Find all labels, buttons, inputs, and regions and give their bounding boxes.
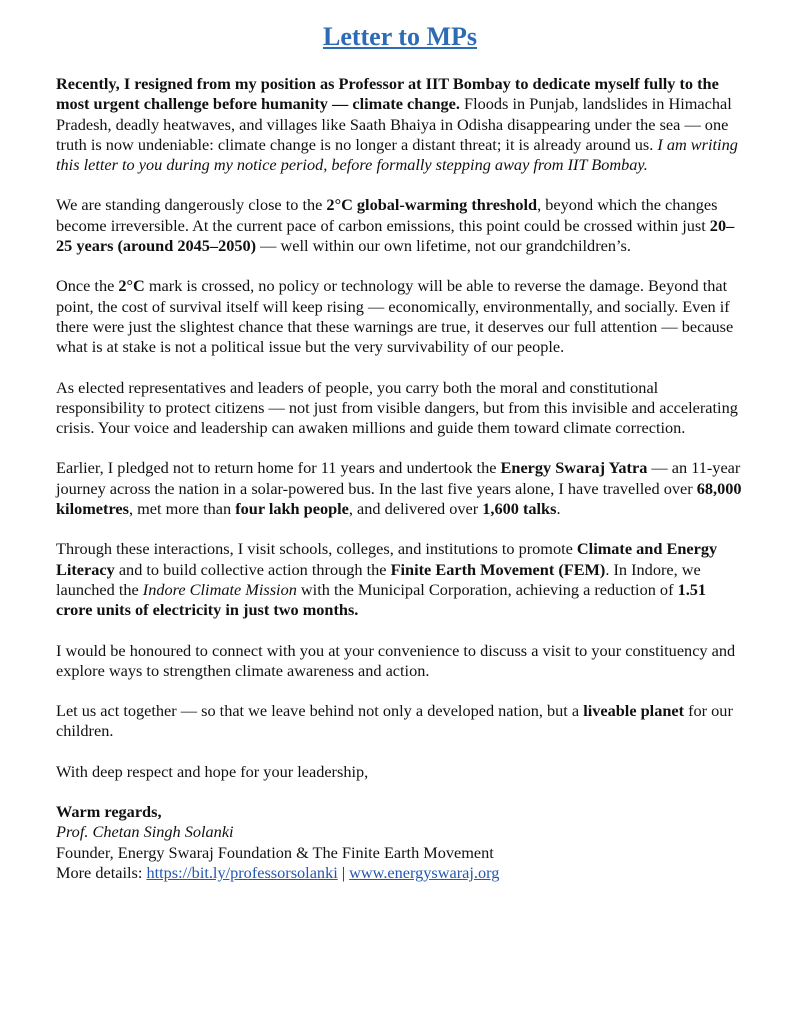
- act-text-1: Let us act together — so that we leave behind not only a developed nation, but a: [56, 701, 584, 721]
- intro-italic: I am writing this letter to you during my notice period, before formally stepping away from IIT Bombay.: [56, 134, 738, 175]
- intro-text: Floods in Punjab, landslides in Himachal Pradesh, deadly heatwaves, and villages like Saath Bhaiya in Odisha disappearing under the sea — one truth is now undeniable: climate change is no longer a distant threat; it is already around us.: [56, 94, 732, 154]
- signature-regards: Warm regards,: [56, 802, 162, 822]
- threshold-text-3: — well within our own lifetime, not our grandchildren’s.: [256, 236, 631, 256]
- link-energy-swaraj[interactable]: www.energyswaraj.org: [349, 862, 500, 882]
- details-label: More details:: [56, 862, 147, 882]
- act-bold-1: liveable planet: [583, 701, 685, 721]
- threshold-bold-1: 2°C global-warming threshold: [326, 195, 538, 215]
- paragraph-responsibility: As elected representatives and leaders of people, you carry both the moral and constitutional responsibility to protect citizens — not just from visible dangers, but from this invisible and accelerating crisis. Your voice and leadership can awaken millions and guide them toward climate correction.: [56, 377, 738, 438]
- yatra-bold-1: Energy Swaraj Yatra: [500, 458, 648, 478]
- signature-name: Prof. Chetan Singh Solanki: [56, 822, 234, 842]
- yatra-bold-3: four lakh people: [235, 499, 349, 519]
- intro-bold: Recently, I resigned from my position as Professor at IIT Bombay to dedicate myself fully to the most urgent challenge before humanity — climate change.: [56, 74, 719, 114]
- signature-role: Founder, Energy Swaraj Foundation & The Finite Earth Movement: [56, 842, 494, 862]
- yatra-bold-4: 1,600 talks: [482, 499, 557, 519]
- literacy-italic-1: Indore Climate Mission: [142, 579, 297, 599]
- paragraph-act-together: [56, 701, 744, 742]
- yatra-text-4: , and delivered over: [348, 499, 483, 519]
- link-separator: |: [337, 862, 350, 882]
- literacy-text-4: with the Municipal Corporation, achieving a reduction of: [296, 579, 678, 599]
- link-professor-solanki[interactable]: https://bit.ly/professorsolanki: [146, 862, 338, 882]
- page-title: Letter to MPs: [322, 22, 477, 51]
- literacy-text-3: . In Indore, we launched the: [56, 559, 701, 599]
- yatra-bold-2: 68,000 kilometres: [56, 478, 742, 519]
- literacy-bold-1: Climate and Energy Literacy: [56, 539, 718, 579]
- literacy-text-1: Through these interactions, I visit schools, colleges, and institutions to promote: [56, 539, 577, 559]
- act-text-2: for our children.: [56, 701, 733, 741]
- yatra-text-1: Earlier, I pledged not to return home for 11 years and undertook the: [56, 458, 501, 478]
- literacy-bold-3: 1.51 crore units of electricity in just two months.: [56, 579, 707, 620]
- yatra-text-2: — an 11-year journey across the nation in a solar-powered bus. In the last five years alone, I have travelled over: [56, 458, 741, 498]
- irreversible-text-1: Once the: [56, 276, 119, 296]
- irreversible-bold-1: 2°C: [118, 276, 145, 296]
- signature-block: [56, 802, 744, 883]
- threshold-text-1: We are standing dangerously close to the: [56, 195, 327, 215]
- literacy-text-2: and to build collective action through the: [114, 559, 391, 579]
- yatra-text-5: .: [556, 499, 561, 519]
- paragraph-threshold: [56, 195, 744, 256]
- paragraph-closing: With deep respect and hope for your leadership,: [56, 761, 369, 781]
- paragraph-intro: [56, 74, 744, 175]
- yatra-text-3: , met more than: [128, 499, 236, 519]
- threshold-bold-2: 20–25 years (around 2045–2050): [56, 215, 735, 256]
- signature-details: [56, 863, 744, 883]
- irreversible-text-2: mark is crossed, no policy or technology will be able to reverse the damage. Beyond that point, the cost of survival itself will keep rising — economically, environmentally, and socially. Even if there were just the slightest chance that these warnings are true, it deserves our full attention — because what is at stake is not a political issue but the very survivability of our people.: [56, 276, 734, 357]
- threshold-text-2: , beyond which the changes become irreversible. At the current pace of carbon emissions, this point could be crossed within just: [56, 195, 718, 235]
- paragraph-irreversible: [56, 276, 744, 357]
- paragraph-literacy: [56, 539, 744, 620]
- paragraph-connect: I would be honoured to connect with you at your convenience to discuss a visit to your constituency and explore ways to strengthen climate awareness and action.: [56, 640, 736, 680]
- literacy-bold-2: Finite Earth Movement (FEM): [390, 559, 606, 579]
- paragraph-yatra: [56, 458, 744, 519]
